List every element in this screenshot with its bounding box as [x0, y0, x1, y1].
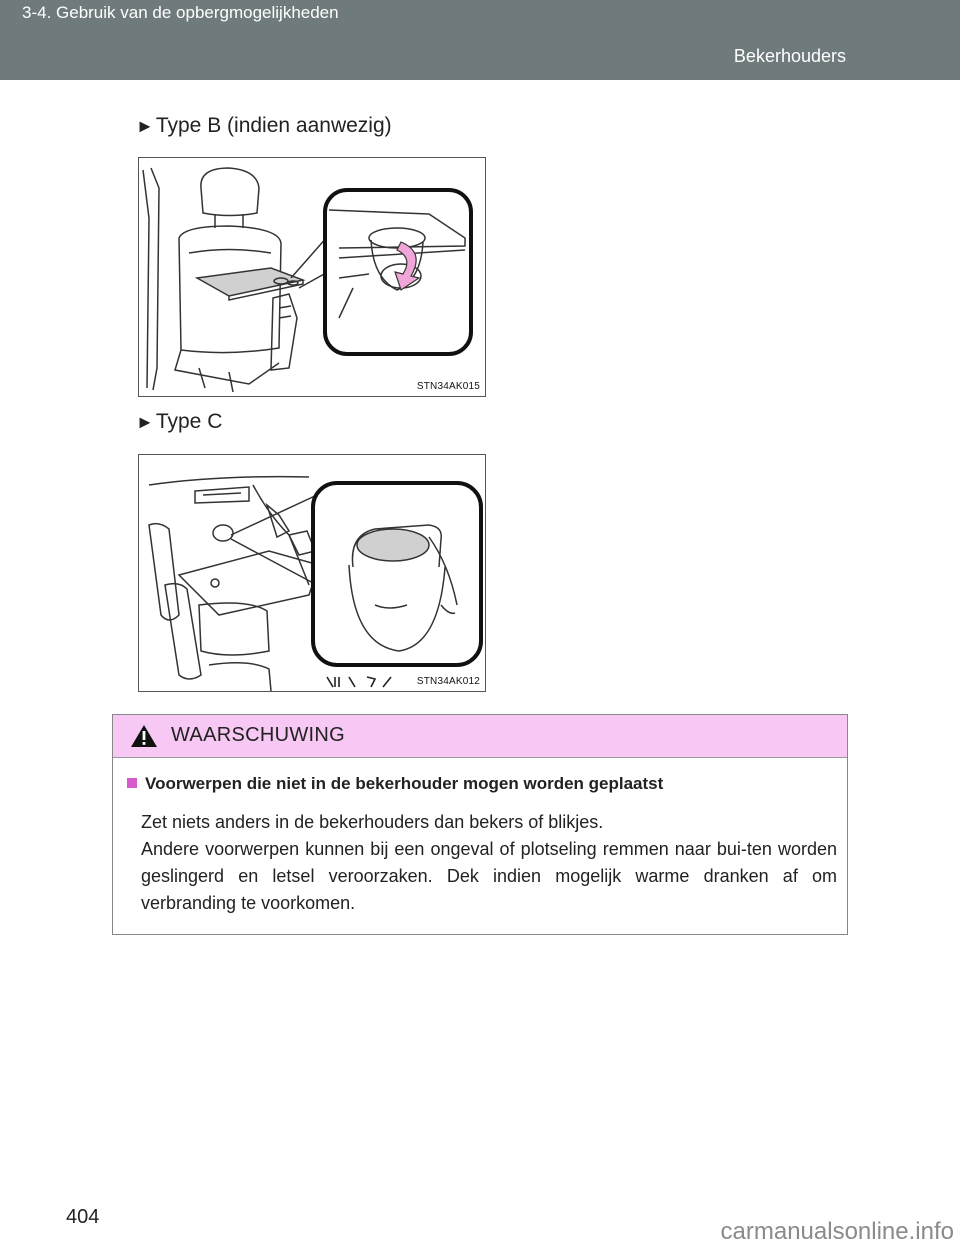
- warning-body: [141, 809, 837, 917]
- warning-paragraph: Andere voorwerpen kunnen bij een ongeval of plotseling remmen naar bui-ten worden geslingerd en letsel veroorzaken. Dek indien mogelijk warme dranken af om verbranding te voorkomen.: [141, 839, 837, 913]
- watermark: carmanualsonline.info: [720, 1218, 954, 1245]
- seat-tray-illustration: [139, 158, 485, 396]
- warning-title: WAARSCHUWING: [171, 724, 345, 746]
- square-bullet-icon: [127, 778, 137, 788]
- console-cup-holder-illustration: [139, 455, 485, 691]
- section-title: 3-4. Gebruik van de opbergmogelijkheden: [22, 3, 339, 22]
- type-b-text: Type B (indien aanwezig): [155, 114, 392, 137]
- page-number: 404: [66, 1206, 100, 1228]
- right-pointer-icon: ►: [136, 412, 154, 432]
- warning-triangle-icon: [130, 724, 158, 753]
- figure-type-b: [138, 157, 486, 397]
- warning-title-bar: [113, 715, 847, 758]
- warning-box: [112, 714, 848, 935]
- page-header: [0, 0, 960, 80]
- type-c-label: [136, 410, 222, 434]
- right-pointer-icon: ►: [136, 116, 154, 136]
- warning-subheading: [127, 774, 663, 794]
- warning-subheading-text: Voorwerpen die niet in de bekerhouder mogen worden geplaatst: [145, 774, 664, 793]
- type-b-label: [136, 114, 392, 138]
- figure-code: STN34AK015: [416, 381, 480, 392]
- type-c-text: Type C: [155, 410, 223, 433]
- topic-title: Bekerhouders: [733, 46, 846, 66]
- figure-type-c: [138, 454, 486, 692]
- figure-code: STN34AK012: [416, 676, 480, 687]
- warning-paragraph: Zet niets anders in de bekerhouders dan bekers of blikjes.: [141, 812, 604, 832]
